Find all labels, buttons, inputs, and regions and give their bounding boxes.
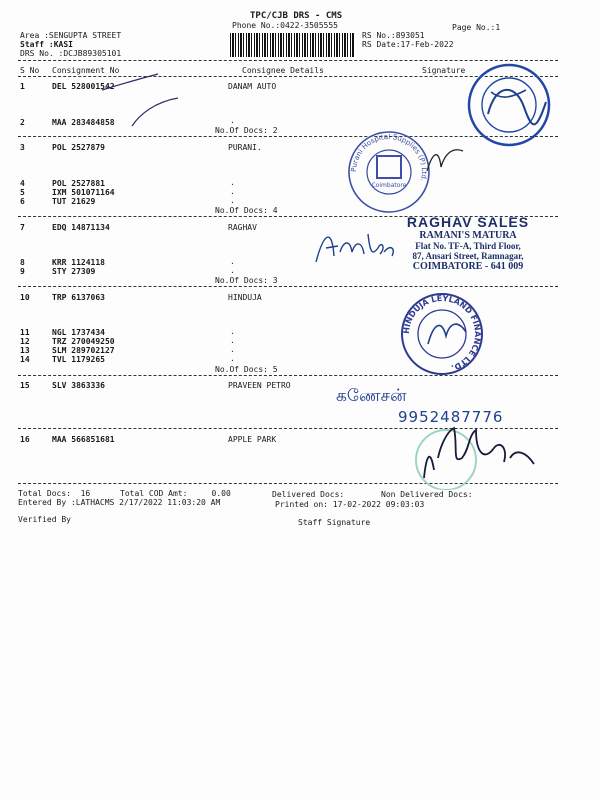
row-consignee: DANAM AUTO	[228, 82, 277, 91]
hinduja-stamp	[400, 292, 484, 376]
staff-signature: Staff Signature	[298, 518, 371, 527]
rs-date: RS Date:17-Feb-2022	[362, 40, 454, 49]
row-consignment: TVL 1179265	[52, 355, 105, 364]
round-stamp	[466, 62, 552, 148]
row-sno: 2	[20, 118, 25, 127]
phone-number: Phone No.:0422-3505555	[232, 21, 338, 30]
row-sno: 7	[20, 223, 25, 232]
drs-number: DRS No. :DCJB89305101	[20, 49, 122, 58]
row-docs: No.Of Docs: 5	[215, 365, 278, 374]
row-sno: 15	[20, 381, 30, 390]
row-sno: 10	[20, 293, 30, 302]
row-sno: 9	[20, 267, 25, 276]
total-docs: Total Docs: 16	[18, 489, 91, 498]
purani-city: Coimbatore	[371, 182, 407, 189]
signature-stroke	[312, 222, 402, 272]
row-marker: .	[230, 187, 235, 196]
handwritten-phone: 9952487776	[398, 408, 504, 426]
row-sno: 8	[20, 258, 25, 267]
rs-number: RS No.:893051	[362, 31, 425, 40]
handwritten-name: கணேசன்	[336, 386, 407, 406]
row-consignment: TRP 6137063	[52, 293, 105, 302]
printed-on: Printed on: 17-02-2022 09:03:03	[275, 500, 425, 509]
row-consignment: NGL 1737434	[52, 328, 105, 337]
col-sno: S No	[20, 66, 40, 75]
stamp-line: COIMBATORE - 641 009	[412, 261, 524, 272]
col-consignment: Consignment No	[52, 66, 120, 75]
stamp-line: 87, Ansari Street, Ramnagar,	[412, 251, 524, 261]
row-docs: No.Of Docs: 4	[215, 206, 278, 215]
row-marker: .	[230, 327, 235, 336]
signature-stroke	[130, 96, 180, 130]
non-delivered-docs: Non Delivered Docs:	[381, 490, 473, 499]
row-marker: .	[230, 336, 235, 345]
report-title: TPC/CJB DRS - CMS	[250, 11, 343, 21]
entered-by: Entered By :LATHACMS 2/17/2022 11:03:20 AM	[18, 498, 221, 507]
row-sno: 5	[20, 188, 25, 197]
staff: Staff :KASI	[20, 40, 73, 49]
row-sno: 14	[20, 355, 30, 364]
row-marker: .	[230, 257, 235, 266]
total-cod: Total COD Amt: 0.00	[120, 489, 231, 498]
row-docs: No.Of Docs: 3	[215, 276, 278, 285]
purani-ring-text: Purani Hospital Supplies (P) Ltd.	[349, 132, 429, 183]
signature-stroke	[100, 72, 160, 94]
verified-by: Verified By	[18, 515, 71, 524]
purani-stamp	[347, 130, 431, 214]
row-marker: .	[230, 178, 235, 187]
row-consignment: IXM 501071164	[52, 188, 115, 197]
divider	[18, 60, 558, 61]
delivered-docs: Delivered Docs:	[272, 490, 345, 499]
row-sno: 12	[20, 337, 30, 346]
row-consignment: POL 2527881	[52, 179, 105, 188]
row-consignment: EDQ 14871134	[52, 223, 110, 232]
row-sno: 13	[20, 346, 30, 355]
row-marker: .	[230, 196, 235, 205]
row-sno: 11	[20, 328, 30, 337]
row-consignment: DEL 528001542	[52, 82, 115, 91]
col-consignee: Consignee Details	[242, 66, 324, 75]
row-sno: 1	[20, 82, 25, 91]
stamp-line: Flat No. TF-A, Third Floor,	[415, 241, 521, 251]
col-signature: Signature	[422, 66, 466, 75]
stamp-line: RAMANI'S MATURA	[419, 230, 517, 241]
row-consignee: RAGHAV	[228, 223, 257, 232]
area: Area :SENGUPTA STREET	[20, 31, 122, 40]
svg-text:Purani Hospital Supplies (P) L	[350, 133, 428, 182]
row-consignee: APPLE PARK	[228, 435, 277, 444]
row-consignment: SLV 3863336	[52, 381, 105, 390]
row-consignment: MAA 283484858	[52, 118, 115, 127]
row-consignee: PURANI.	[228, 143, 262, 152]
row-consignee: PRAVEEN PETRO	[228, 381, 291, 390]
divider	[18, 136, 558, 137]
signature-stroke	[425, 145, 465, 173]
hinduja-ring-text: HINDUJA LEYLAND FINANCE LTD.	[401, 293, 483, 373]
row-marker: .	[230, 266, 235, 275]
barcode	[230, 33, 355, 57]
raghav-stamp	[378, 214, 558, 272]
row-sno: 6	[20, 197, 25, 206]
row-consignment: SLM 289702127	[52, 346, 115, 355]
row-sno: 3	[20, 143, 25, 152]
row-sno: 16	[20, 435, 30, 444]
row-docs: No.Of Docs: 2	[215, 126, 278, 135]
row-consignment: KRR 1124118	[52, 258, 105, 267]
row-consignment: MAA 566851681	[52, 435, 115, 444]
row-consignee: HINDUJA	[228, 293, 262, 302]
row-marker: .	[230, 345, 235, 354]
row-consignment: POL 2527879	[52, 143, 105, 152]
row-marker: .	[230, 116, 235, 125]
page-number: Page No.:1	[452, 23, 501, 32]
stamp-company-name: RAGHAV SALES	[406, 214, 530, 230]
row-consignment: TUT 21629	[52, 197, 96, 206]
row-marker: .	[230, 354, 235, 363]
divider	[18, 286, 558, 287]
row-consignment: TRZ 270049250	[52, 337, 115, 346]
signature-stroke	[418, 418, 538, 484]
row-consignment: STY 27309	[52, 267, 96, 276]
svg-text:HINDUJA LEYLAND FINANCE LTD.	[402, 294, 482, 373]
row-sno: 4	[20, 179, 25, 188]
